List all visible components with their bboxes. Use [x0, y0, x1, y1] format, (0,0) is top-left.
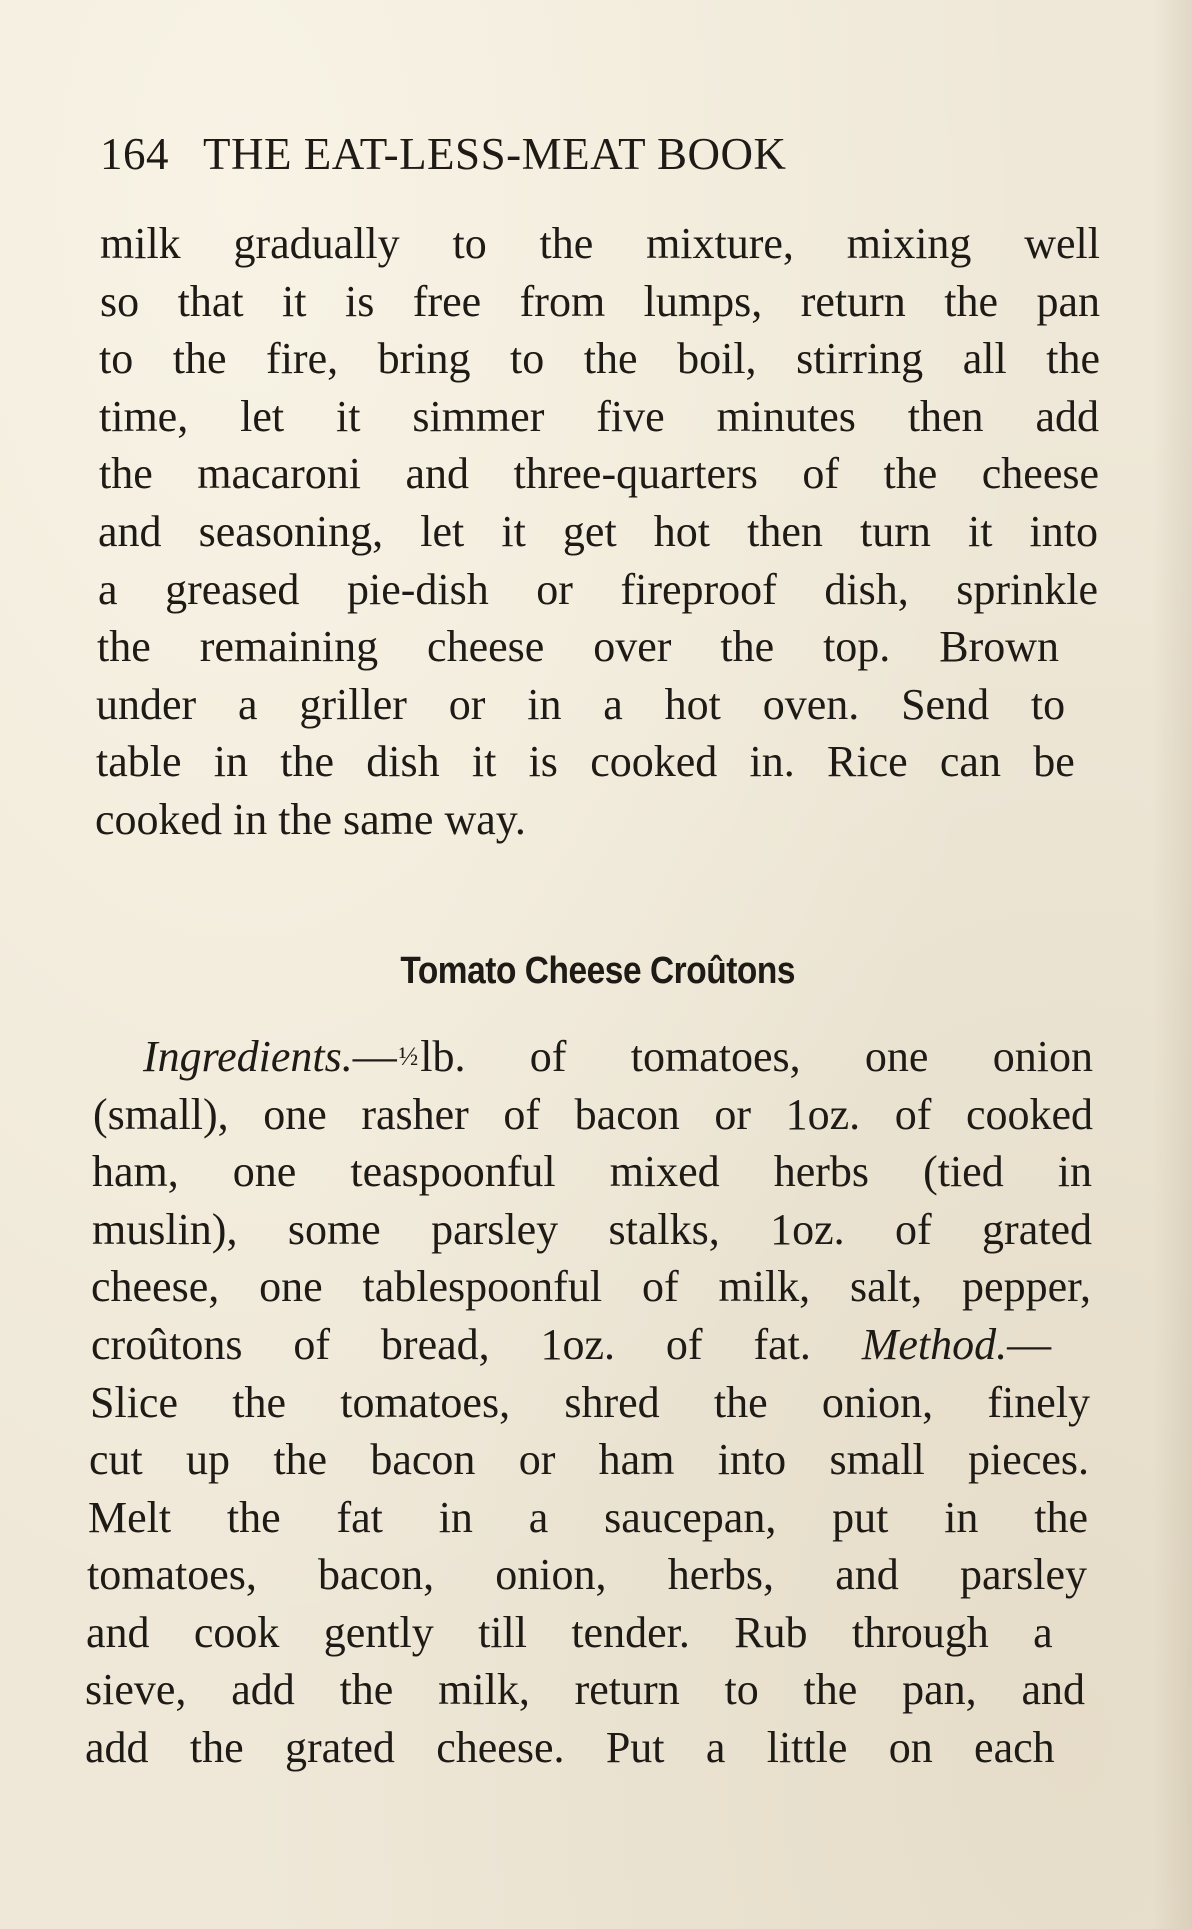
method-line: and cook gently till tender. Rub through a [86, 1608, 1053, 1657]
method-line: tomatoes, bacon, onion, herbs, and parsley [87, 1550, 1087, 1599]
paragraph-line: table in the dish it is cooked in. Rice can be [96, 737, 1075, 786]
ingredients-label: Ingredients. [143, 1032, 353, 1081]
paragraph-line: the macaroni and three-quarters of the cheese [99, 449, 1099, 498]
method-line: add the grated cheese. Put a little on each [85, 1723, 1055, 1772]
paragraph-line: so that it is free from lumps, return the pan [100, 277, 1100, 326]
page-number: 164 [100, 129, 169, 179]
paragraph-last-line: cooked in the same way. [95, 795, 526, 844]
paragraph-line: to the fire, bring to the boil, stirring all the [99, 334, 1100, 383]
method-label: Method. [861, 1320, 1008, 1369]
paragraph-line: a greased pie-dish or fireproof dish, sprinkle [98, 565, 1098, 614]
method-line: cut up the bacon or ham into small pieces. [89, 1435, 1089, 1484]
method-start-line: croûtons of bread, 1oz. of fat. Method.— [91, 1320, 1052, 1369]
paragraph-line: under a griller or in a hot oven. Send to [96, 680, 1066, 729]
ingredients-first-line: Ingredients.—½lb. of tomatoes, one onion [143, 1032, 1093, 1081]
half-fraction: ½ [398, 1042, 419, 1071]
paragraph-line: time, let it simmer five minutes then add [99, 392, 1099, 441]
ingredients-line: muslin), some parsley stalks, 1oz. of grated [92, 1205, 1092, 1254]
paragraph-line: milk gradually to the mixture, mixing well [100, 219, 1100, 268]
ingredients-line: cheese, one tablespoonful of milk, salt, pepper, [91, 1262, 1091, 1311]
method-line: Melt the fat in a saucepan, put in the [88, 1493, 1088, 1542]
method-line: Slice the tomatoes, shred the onion, finely [90, 1378, 1090, 1427]
method-line: sieve, add the milk, return to the pan, and [85, 1665, 1085, 1714]
recipe-heading: Tomato Cheese Croûtons [400, 950, 796, 992]
paragraph-line: and seasoning, let it get hot then turn it into [98, 507, 1098, 556]
ingredients-line: (small), one rasher of bacon or 1oz. of cooked [93, 1090, 1093, 1139]
ingredients-line: ham, one teaspoonful mixed herbs (tied in [92, 1147, 1092, 1196]
running-head [100, 128, 787, 180]
paragraph-line: the remaining cheese over the top. Brown [97, 622, 1060, 671]
book-title: THE EAT-LESS-MEAT BOOK [203, 129, 787, 179]
page-edge-shadow [1152, 0, 1192, 1929]
